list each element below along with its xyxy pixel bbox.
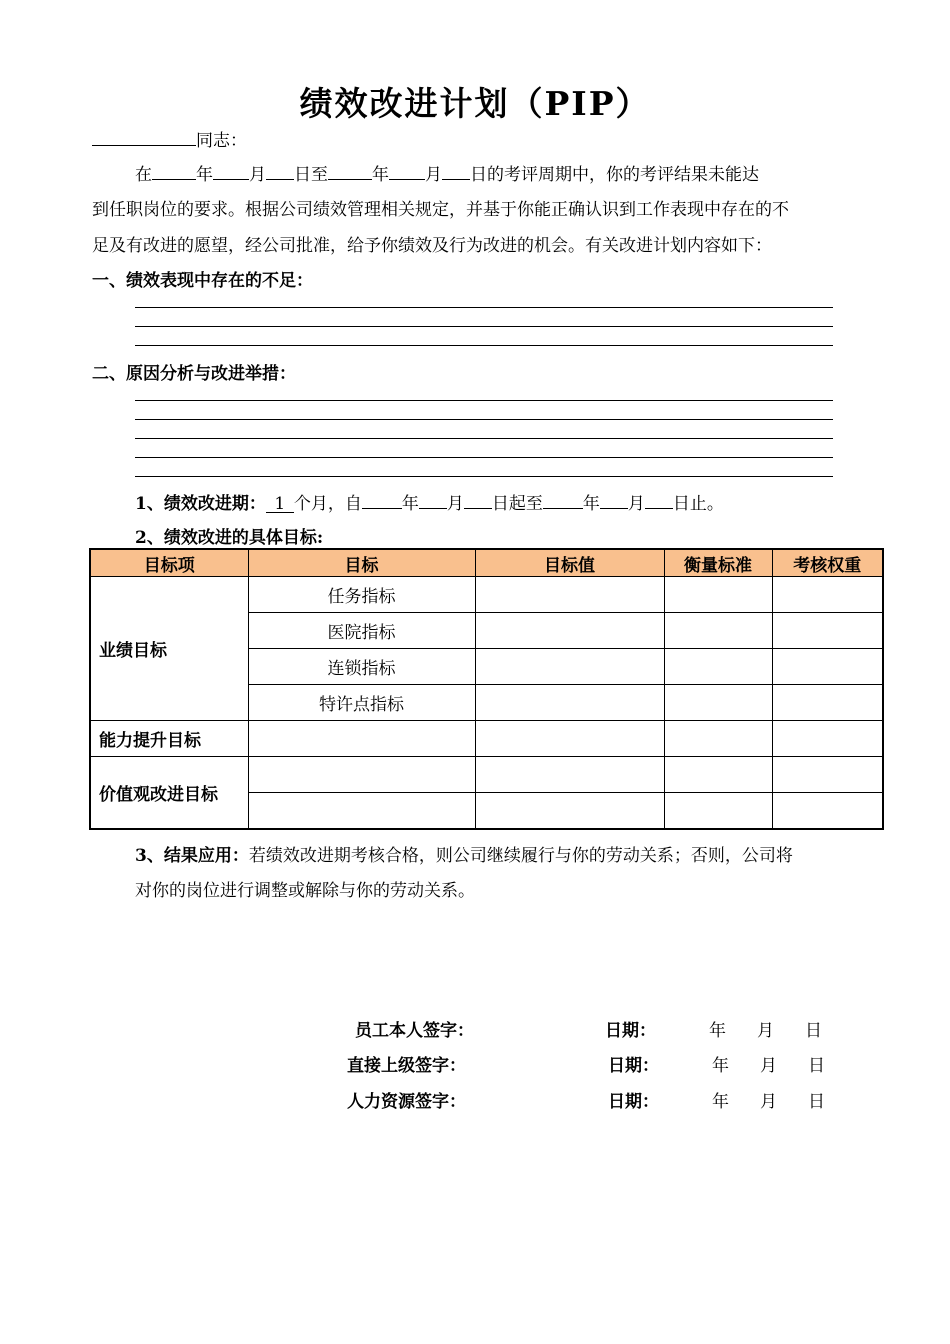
table-row (90, 757, 883, 793)
result-text-line-2: 对你的岗位进行调整或解除与你的劳动关系。 (135, 881, 475, 901)
period-start-month-blank[interactable] (419, 490, 447, 509)
salutation (92, 126, 247, 151)
result-label: 3、结果应用： (135, 846, 249, 866)
analysis-line[interactable] (135, 400, 833, 401)
period-start-year-blank[interactable] (362, 490, 402, 509)
weight-cell[interactable] (772, 685, 883, 721)
intro-text: 在 (135, 165, 152, 185)
weight-cell[interactable] (772, 613, 883, 649)
deficiency-line[interactable] (135, 307, 833, 308)
date-day: 日 (808, 1092, 825, 1112)
goal-cell: 医院指标 (248, 613, 475, 649)
date-day: 日 (808, 1056, 825, 1076)
goal-cell[interactable] (248, 721, 475, 757)
header-cell: 考核权重 (772, 549, 883, 577)
header-cell: 目标项 (90, 549, 248, 577)
target-value-cell[interactable] (475, 721, 664, 757)
weight-cell[interactable] (772, 793, 883, 830)
analysis-line[interactable] (135, 419, 833, 420)
period-text: 年 (582, 494, 600, 514)
measure-cell[interactable] (664, 793, 772, 830)
salutation-suffix: 同志： (196, 131, 247, 151)
table-header-row (90, 549, 883, 577)
intro-line-1 (135, 160, 759, 185)
period-text: 个月，自 (293, 494, 362, 514)
period-text: 月 (446, 494, 464, 514)
weight-cell[interactable] (772, 721, 883, 757)
table-row (90, 721, 883, 757)
measure-cell[interactable] (664, 613, 772, 649)
date-month: 月 (757, 1021, 774, 1041)
goal-cell[interactable] (248, 793, 475, 830)
section-analysis-heading: 二、原因分析与改进举措： (92, 364, 296, 384)
period-start-day-blank[interactable] (464, 490, 492, 509)
period-text: 日起至 (491, 494, 543, 514)
page-title: 绩效改进计划（PIP） (299, 84, 651, 123)
target-value-cell[interactable] (475, 685, 664, 721)
hr-signature-label: 人力资源签字： (347, 1092, 466, 1112)
analysis-line[interactable] (135, 457, 833, 458)
period-end-month-blank[interactable] (600, 490, 628, 509)
section-deficiencies-heading: 一、绩效表现中存在的不足： (92, 271, 313, 291)
measure-cell[interactable] (664, 649, 772, 685)
header-cell: 目标 (248, 549, 475, 577)
header-cell: 目标值 (475, 549, 664, 577)
improvement-period (135, 489, 724, 514)
date-year: 年 (712, 1056, 729, 1076)
goal-cell[interactable] (248, 757, 475, 793)
target-value-cell[interactable] (475, 649, 664, 685)
weight-cell[interactable] (772, 757, 883, 793)
start-year-blank[interactable] (152, 161, 196, 180)
measure-cell[interactable] (664, 577, 772, 613)
goals-label: 2、绩效改进的具体目标: (135, 528, 324, 548)
intro-text: 日的考评周期中，你的考评结果未能达 (470, 165, 759, 185)
period-end-day-blank[interactable] (645, 490, 673, 509)
intro-text: 年 (372, 165, 389, 185)
category-ability: 能力提升目标 (90, 721, 248, 757)
start-day-blank[interactable] (266, 161, 294, 180)
signature-date-label: 日期： (608, 1056, 659, 1076)
analysis-line[interactable] (135, 438, 833, 439)
name-blank[interactable] (92, 127, 196, 146)
weight-cell[interactable] (772, 577, 883, 613)
date-month: 月 (760, 1056, 777, 1076)
result-text: 若绩效改进期考核合格，则公司继续履行与你的劳动关系；否则，公司将 (248, 846, 793, 866)
employee-signature-label: 员工本人签字： (355, 1021, 474, 1041)
category-values: 价值观改进目标 (90, 757, 248, 830)
end-day-blank[interactable] (442, 161, 470, 180)
intro-text: 年 (196, 165, 213, 185)
target-value-cell[interactable] (475, 613, 664, 649)
supervisor-signature-label: 直接上级签字： (347, 1056, 466, 1076)
date-year: 年 (709, 1021, 726, 1041)
target-value-cell[interactable] (475, 577, 664, 613)
goal-cell: 连锁指标 (248, 649, 475, 685)
header-cell: 衡量标准 (664, 549, 772, 577)
intro-text: 月 (425, 165, 442, 185)
category-performance: 业绩目标 (90, 577, 248, 721)
measure-cell[interactable] (664, 757, 772, 793)
goal-cell: 任务指标 (248, 577, 475, 613)
table-row (90, 577, 883, 613)
target-value-cell[interactable] (475, 793, 664, 830)
intro-line-2: 到任职岗位的要求。根据公司绩效管理相关规定，并基于你能正确认识到工作表现中存在的不 (92, 200, 789, 220)
date-year: 年 (712, 1092, 729, 1112)
result-application (135, 841, 793, 866)
period-end-year-blank[interactable] (543, 490, 583, 509)
end-month-blank[interactable] (389, 161, 425, 180)
date-month: 月 (760, 1092, 777, 1112)
deficiency-line[interactable] (135, 326, 833, 327)
date-day: 日 (805, 1021, 822, 1041)
period-label: 1、绩效改进期： (135, 494, 266, 514)
signature-date-label: 日期： (608, 1092, 659, 1112)
target-value-cell[interactable] (475, 757, 664, 793)
signature-date-label: 日期： (605, 1021, 656, 1041)
intro-line-3: 足及有改进的愿望，经公司批准，给予你绩效及行为改进的机会。有关改进计划内容如下： (92, 236, 772, 256)
period-text: 日止。 (672, 494, 724, 514)
period-value[interactable]: 1 (266, 494, 294, 513)
period-text: 年 (401, 494, 419, 514)
goal-cell: 特许点指标 (248, 685, 475, 721)
weight-cell[interactable] (772, 649, 883, 685)
measure-cell[interactable] (664, 721, 772, 757)
measure-cell[interactable] (664, 685, 772, 721)
goals-table (89, 548, 884, 830)
start-month-blank[interactable] (213, 161, 249, 180)
period-text: 月 (627, 494, 645, 514)
end-year-blank[interactable] (328, 161, 372, 180)
intro-text: 日至 (294, 165, 328, 185)
deficiency-line[interactable] (135, 345, 833, 346)
analysis-line[interactable] (135, 476, 833, 477)
intro-text: 月 (249, 165, 266, 185)
